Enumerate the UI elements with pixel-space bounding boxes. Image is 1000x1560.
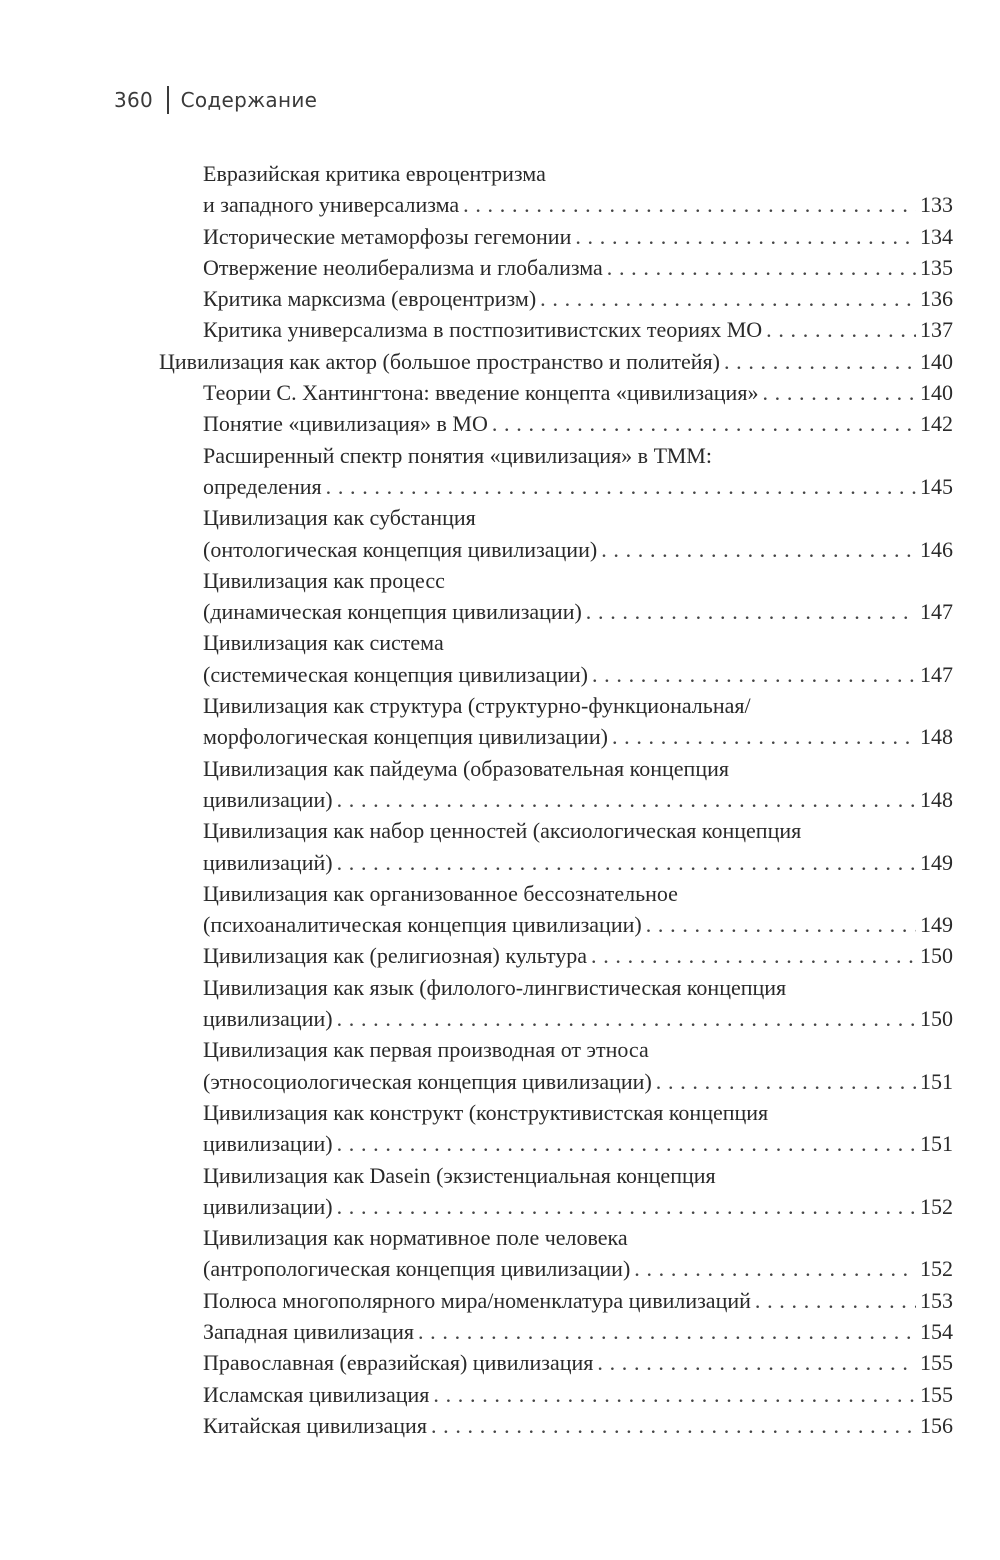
- toc-entry[interactable]: [203, 314, 953, 345]
- toc-page-number: 145: [920, 473, 953, 499]
- dot-leader: [337, 784, 916, 815]
- toc-entry-title-line: Цивилизация как нормативное поле человека: [203, 1225, 628, 1251]
- toc-entry-title-line: Цивилизация как субстанция: [203, 505, 476, 531]
- table-of-contents: [0, 158, 1000, 1441]
- toc-entry[interactable]: [203, 440, 953, 503]
- toc-entry-title-line: цивилизации): [203, 1193, 333, 1219]
- toc-entry[interactable]: [203, 627, 953, 690]
- toc-entry-title-line: Православная (евразийская) цивилизация: [203, 1350, 594, 1376]
- toc-entry-title-line: Цивилизация как набор ценностей (аксиологическая концепция: [203, 818, 802, 844]
- toc-entry[interactable]: [203, 690, 953, 753]
- toc-entry[interactable]: [203, 408, 953, 439]
- dot-leader: [656, 1066, 916, 1097]
- toc-page-number: 148: [920, 786, 953, 812]
- toc-entry-title-line: определения: [203, 473, 322, 499]
- toc-entry-title-line: Цивилизация как конструкт (конструктивистская концепция: [203, 1099, 769, 1125]
- toc-page-number: 151: [920, 1068, 953, 1094]
- dot-leader: [431, 1410, 916, 1441]
- toc-entry[interactable]: [203, 878, 953, 941]
- toc-entry-title-line: Цивилизация как первая производная от этноса: [203, 1037, 649, 1063]
- dot-leader: [575, 221, 916, 252]
- toc-entry-title-line: Расширенный спектр понятия «цивилизация» в ТММ:: [203, 442, 712, 468]
- toc-entry[interactable]: [203, 565, 953, 628]
- toc-page-number: 142: [920, 411, 953, 437]
- toc-entry[interactable]: [159, 346, 953, 377]
- toc-entry-title-line: Евразийская критика евроцентризма: [203, 161, 546, 186]
- toc-entry-title-line: Теории С. Хантингтона: введение концепта «цивилизация»: [203, 380, 759, 406]
- toc-entry-title-line: (этносоциологическая концепция цивилизации): [203, 1068, 652, 1094]
- toc-page-number: 135: [920, 254, 953, 280]
- toc-entry-title-line: цивилизации): [203, 1006, 333, 1032]
- toc-entry-title-line: Понятие «цивилизация» в МО: [203, 411, 488, 437]
- dot-leader: [592, 659, 916, 690]
- dot-leader: [591, 940, 916, 971]
- toc-entry-title-line: Исламская цивилизация: [203, 1381, 430, 1407]
- toc-entry[interactable]: [203, 1379, 953, 1410]
- toc-entry-title-line: и западного универсализма: [203, 192, 460, 218]
- toc-entry[interactable]: [203, 1316, 953, 1347]
- toc-entry-title-line: Отвержение неолиберализма и глобализма: [203, 254, 603, 280]
- toc-entry-title-line: (онтологическая концепция цивилизации): [203, 536, 598, 562]
- toc-page-number: 148: [920, 724, 953, 750]
- toc-entry-title-line: Цивилизация как система: [203, 630, 444, 656]
- toc-entry-title-line: Цивилизация как пайдеума (образовательная концепция: [203, 755, 729, 781]
- toc-page-number: 137: [920, 317, 953, 343]
- toc-entry-title-line: морфологическая концепция цивилизации): [203, 724, 608, 750]
- dot-leader: [607, 252, 916, 283]
- toc-page-number: 147: [920, 599, 953, 625]
- dot-leader: [762, 377, 916, 408]
- toc-entry-title-line: Цивилизация как язык (филолого-лингвистическая концепция: [203, 974, 787, 1000]
- toc-entry[interactable]: [203, 1222, 953, 1285]
- toc-entry-title-line: Исторические метаморфозы гегемонии: [203, 223, 572, 249]
- toc-entry[interactable]: [203, 815, 953, 878]
- dot-leader: [337, 1128, 916, 1159]
- toc-entry-title-line: Цивилизация как структура (структурно-функциональная/: [203, 693, 751, 719]
- toc-page-number: 149: [920, 912, 953, 938]
- page-header: [114, 86, 317, 114]
- page-number: 360: [114, 88, 154, 112]
- toc-entry-title-line: (антропологическая концепция цивилизации): [203, 1256, 631, 1282]
- dot-leader: [540, 283, 916, 314]
- toc-page-number: 153: [920, 1287, 953, 1313]
- toc-entry[interactable]: [203, 1410, 953, 1441]
- dot-leader: [646, 909, 916, 940]
- toc-page-number: 149: [920, 849, 953, 875]
- toc-page-number: 150: [920, 943, 953, 969]
- toc-page-number: 152: [920, 1256, 953, 1282]
- toc-entry-title-line: (системическая концепция цивилизации): [203, 661, 588, 687]
- dot-leader: [418, 1316, 916, 1347]
- toc-page-number: 152: [920, 1193, 953, 1219]
- toc-page-number: 154: [920, 1318, 953, 1344]
- toc-entry[interactable]: [203, 1347, 953, 1378]
- toc-entry-title-line: (психоаналитическая концепция цивилизации): [203, 912, 642, 938]
- toc-page-number: 156: [920, 1412, 953, 1438]
- toc-entry-title-line: (динамическая концепция цивилизации): [203, 599, 582, 625]
- toc-page-number: 140: [920, 380, 953, 406]
- toc-entry[interactable]: [203, 158, 953, 221]
- toc-entry-title-line: Полюса многополярного мира/номенклатура цивилизаций: [203, 1287, 751, 1313]
- dot-leader: [586, 596, 916, 627]
- toc-entry-title-line: Цивилизация как организованное бессознательное: [203, 880, 678, 906]
- toc-entry-title-line: Цивилизация как процесс: [203, 567, 445, 593]
- toc-entry-title-line: цивилизаций): [203, 849, 333, 875]
- header-divider: [167, 86, 169, 114]
- toc-entry[interactable]: [203, 1034, 953, 1097]
- toc-page-number: 133: [920, 192, 953, 218]
- dot-leader: [326, 471, 916, 502]
- toc-entry-title-line: Западная цивилизация: [203, 1318, 414, 1344]
- toc-entry[interactable]: [203, 283, 953, 314]
- toc-entry-title-line: цивилизации): [203, 786, 333, 812]
- toc-page-number: 151: [920, 1131, 953, 1157]
- dot-leader: [724, 346, 916, 377]
- toc-entry-title-line: цивилизации): [203, 1131, 333, 1157]
- toc-entry[interactable]: [203, 1097, 953, 1160]
- toc-entry[interactable]: [203, 940, 953, 971]
- toc-page-number: 136: [920, 286, 953, 312]
- toc-entry-title-line: Критика марксизма (евроцентризм): [203, 286, 537, 312]
- dot-leader: [433, 1379, 916, 1410]
- toc-entry-title-line: Цивилизация как актор (большое пространство и политейя): [159, 348, 720, 374]
- toc-entry[interactable]: [203, 221, 953, 252]
- toc-entry-title-line: Китайская цивилизация: [203, 1412, 427, 1438]
- toc-entry[interactable]: [203, 252, 953, 283]
- dot-leader: [597, 1347, 916, 1378]
- toc-page-number: 140: [920, 348, 953, 374]
- dot-leader: [612, 721, 916, 752]
- toc-page-number: 155: [920, 1350, 953, 1376]
- toc-page-number: 155: [920, 1381, 953, 1407]
- dot-leader: [755, 1285, 916, 1316]
- section-title: Содержание: [180, 88, 318, 112]
- dot-leader: [634, 1253, 916, 1284]
- dot-leader: [492, 408, 916, 439]
- toc-entry-title-line: Цивилизация как (религиозная) культура: [203, 943, 587, 969]
- toc-page-number: 150: [920, 1006, 953, 1032]
- toc-entry[interactable]: [203, 972, 953, 1035]
- toc-entry[interactable]: [203, 377, 953, 408]
- dot-leader: [337, 1003, 916, 1034]
- dot-leader: [766, 314, 916, 345]
- toc-entry[interactable]: [203, 1160, 953, 1223]
- dot-leader: [337, 847, 916, 878]
- toc-entry-title-line: Цивилизация как Dasein (экзистенциальная концепция: [203, 1162, 716, 1188]
- toc-page-number: 147: [920, 661, 953, 687]
- toc-entry[interactable]: [203, 502, 953, 565]
- toc-entry[interactable]: [203, 1285, 953, 1316]
- toc-entry[interactable]: [203, 753, 953, 816]
- toc-entry-title-line: Критика универсализма в постпозитивистских теориях МО: [203, 317, 763, 343]
- toc-page-number: 134: [920, 223, 953, 249]
- toc-page-number: 146: [920, 536, 953, 562]
- dot-leader: [601, 534, 916, 565]
- dot-leader: [337, 1191, 916, 1222]
- dot-leader: [463, 189, 916, 220]
